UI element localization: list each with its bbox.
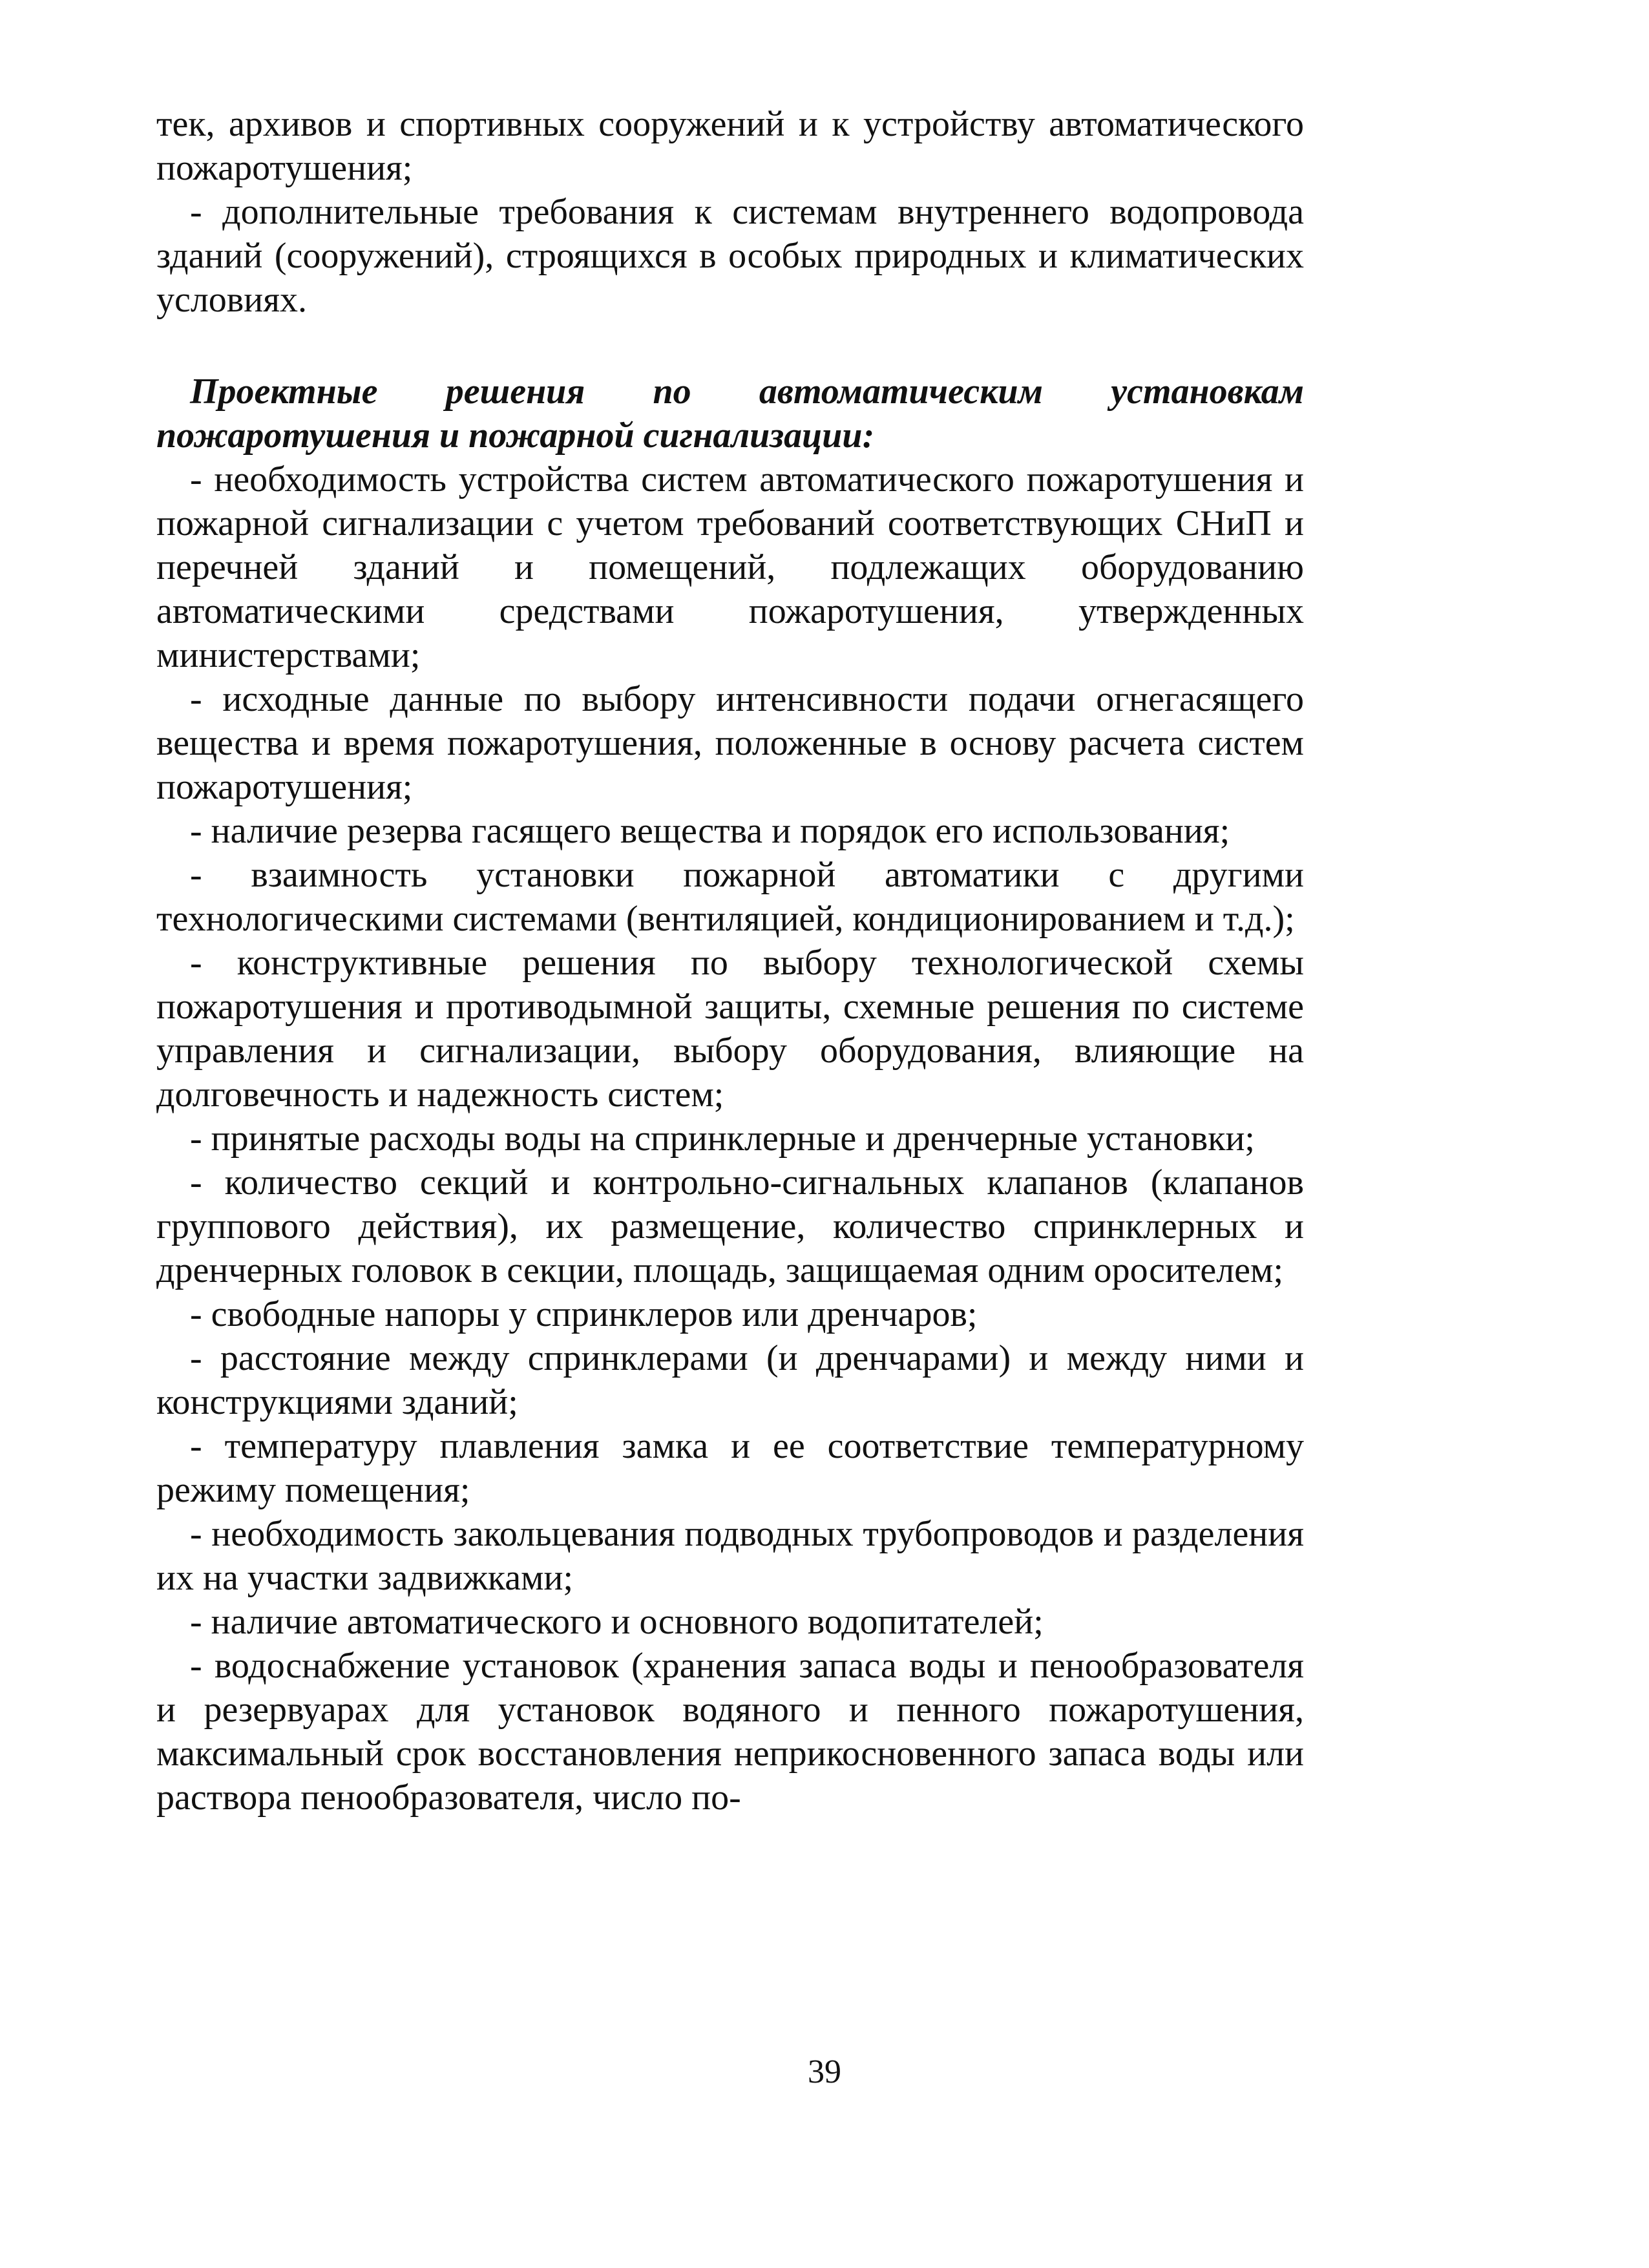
requirements-list — [156, 457, 1304, 1820]
list-item: - взаимность установки пожарной автоматики с другими технологическими системами (вентиляцией, кондиционированием и т.д.); — [156, 855, 1304, 939]
top-section — [156, 102, 1304, 322]
list-item: - конструктивные решения по выбору технологической схемы пожаротушения и противодымной защиты, схемные решения по системе управления и сигнализации, выбору оборудования, влияющие на долговечность и надежность систем; — [156, 943, 1304, 1115]
list-item: - исходные данные по выбору интенсивности подачи огнегасящего вещества и время пожаротушения, положенные в основу расчета систем пожаротушения; — [156, 679, 1304, 807]
page-number: 39 — [808, 2053, 841, 2090]
list-item: - дополнительные требования к системам внутреннего водопровода зданий (сооружений), строящихся в особых природных и климатических условиях. — [156, 192, 1304, 320]
section-gap — [156, 322, 1304, 370]
continuation-paragraph: тек, архивов и спортивных сооружений и к устройству автоматического пожаротушения; — [156, 104, 1304, 188]
list-item: - количество секций и контрольно-сигнальных клапанов (клапанов группового действия), их размещение, количество спринклерных и дренчерных головок в секции, площадь, защищаемая одним оросителем; — [156, 1162, 1304, 1290]
list-item: - свободные напоры у спринклеров или дренчаров; — [190, 1294, 978, 1334]
list-item: - принятые расходы воды на спринклерные и дренчерные установки; — [190, 1118, 1255, 1159]
page-body — [156, 102, 1304, 1820]
list-item: - водоснабжение установок (хранения запаса воды и пенообразователя и резервуарах для установок водяного и пенного пожаротушения, максимальный срок восстановления неприкосновенного запаса воды или раствора пенообразователя, число по- — [156, 1646, 1304, 1818]
list-item: - необходимость закольцевания подводных трубопроводов и разделения их на участки задвижками; — [156, 1514, 1304, 1598]
list-item: - наличие автоматического и основного водопитателей; — [190, 1602, 1044, 1642]
list-item: - наличие резерва гасящего вещества и порядок его использования; — [190, 811, 1230, 851]
section-heading: Проектные решения по автоматическим установкам пожаротушения и пожарной сигнализации: — [156, 372, 1304, 456]
list-item: - температуру плавления замка и ее соответствие температурному режиму помещения; — [156, 1426, 1304, 1510]
list-item: - необходимость устройства систем автоматического пожаротушения и пожарной сигнализации с учетом требований соответствующих СНиП и перечней зданий и помещений, подлежащих оборудованию автоматическими средствами пожаротушения, утвержденных министерствами; — [156, 459, 1304, 675]
list-item: - расстояние между спринклерами (и дренчарами) и между ними и конструкциями зданий; — [156, 1338, 1304, 1422]
